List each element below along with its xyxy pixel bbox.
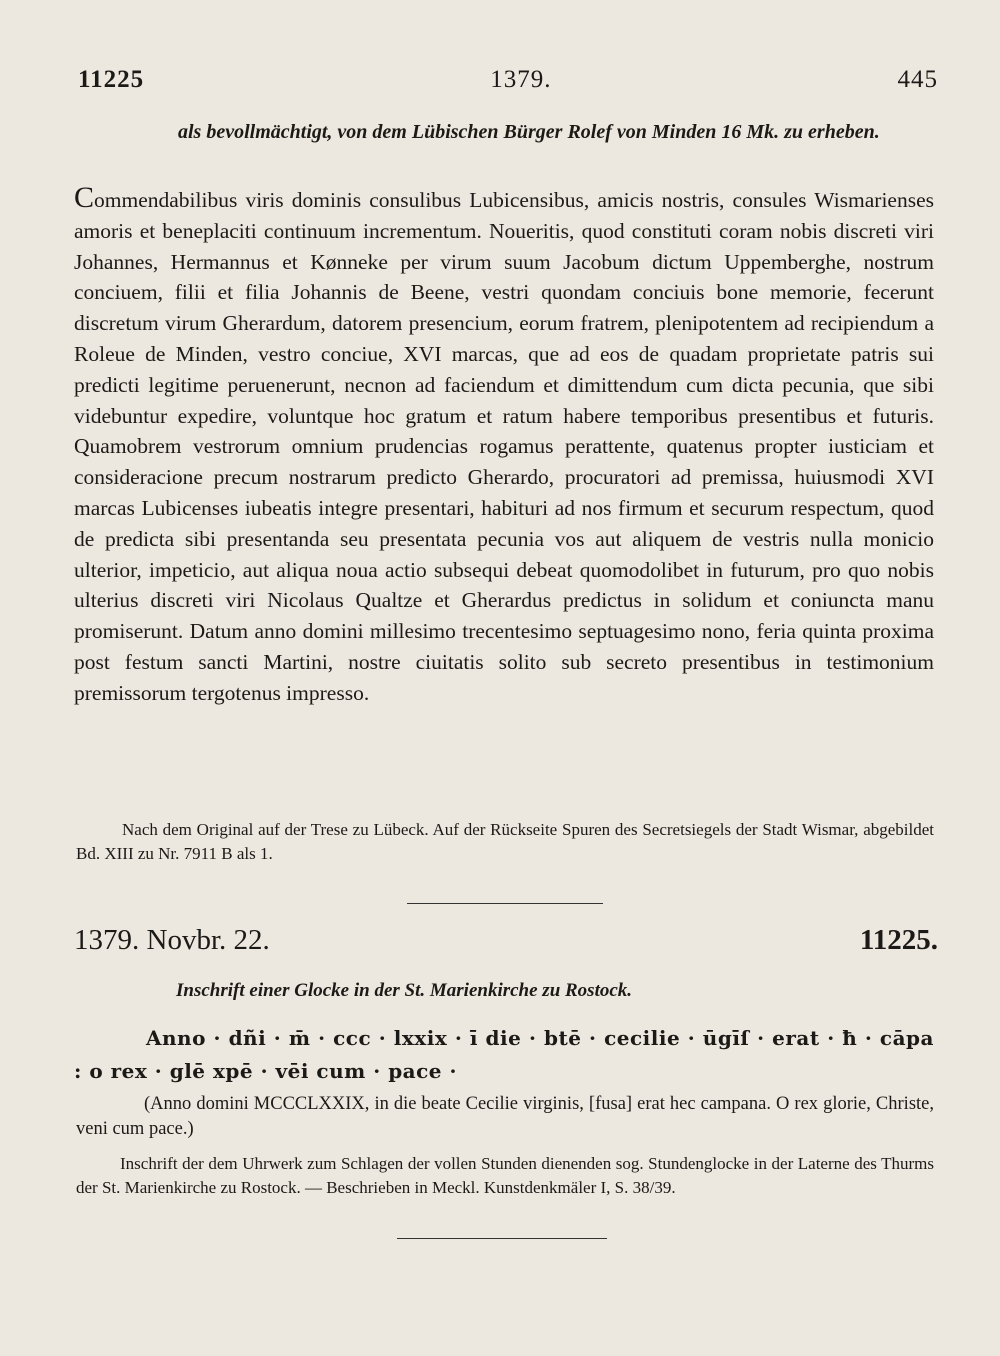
entry-source-note: Inschrift der dem Uhrwerk zum Schlagen der vollen Stunden dienenden sog. Stundenglocke in der Laterne des Thurms der St. Marienkirche zu Rostock. — Beschrieben in Meckl. Kunstdenkmäler I, S. 38/39. bbox=[76, 1154, 934, 1197]
charter-text: ommendabilibus viris dominis consulibus Lubicensibus, amicis nostris, consules Wismarienses amoris et beneplaciti continuum incrementum. Noueritis, quod constituti coram nobis discreti viri Johannes, Hermannus et Kønneke per virum suum Jacobum dictum Uppemberghe, nostrum conciuem, filii et filia Johannis de Beene, vestri quondam conciuis bone memorie, fecerunt discretum virum Gherardum, datorem presencium, eorum fratrem, plenipotentem ad recipiendum a Roleue de Minden, vestro conciue, XVI marcas, que ad eos de quadam proprietate patris sui predicti legitime peruenerunt, necnon ad faciendum et dimittendum cum dicta pecunia, que sibi videbuntur expedire, voluntque hoc gratum et ratum habere temporibus presentibus et futuris. Quamobrem vestrorum omnium prudencias rogamus perattente, quatenus propter iusticiam et consideracione precum nostrarum predicto Gherardo, procuratori ad premissa, huiusmodi XVI marcas Lubicenses iubeatis integre presentari, habituri ad nos firmum et securum respectum, quod de predicta sibi presentanda seu presentata pecunia vos aut aliquem de vestris nulla monicio ulterior, impeticio, aut aliqua noua actio subsequi debeat quomodolibet in futurum, pro quo nobis ulterius discreti viri Nicolaus Qualtze et Gherardus predictus in solidum et coniuncta manu promiserunt. Datum anno domini millesimo trecentesimo septuagesimo nono, feria quinta proxima post festum sancti Martini, nostre ciuitatis solito sub secreto presentibus in testimonium premissorum tergotenus impresso. bbox=[74, 188, 934, 705]
running-header bbox=[78, 66, 938, 94]
entry-date: 1379. Novbr. 22. bbox=[74, 924, 270, 956]
entry-heading bbox=[74, 924, 938, 957]
end-divider bbox=[397, 1238, 607, 1239]
inscription-transcription: (Anno domini MCCCLXXIX, in die beate Cecilie virginis, [fusa] erat hec campana. O rex glorie, Christe, veni cum pace.) bbox=[76, 1094, 934, 1139]
previous-entry-text bbox=[74, 183, 934, 709]
initial-letter: C bbox=[74, 181, 95, 214]
previous-entry-regest: als bevollmächtigt, von dem Lübischen Bürger Rolef von Minden 16 Mk. zu erheben. bbox=[178, 121, 880, 143]
entry-regest: Inschrift einer Glocke in der St. Marienkirche zu Rostock. bbox=[176, 980, 633, 1001]
header-page-number: 445 bbox=[897, 66, 938, 93]
bell-inscription: Anno · dñi · m̄ · ccc · lxxix · ī die · btē · cecilie · ūgīſ · erat · ħ · cāpa : o rex · glē xpē · vēi cum · pace · bbox=[74, 1026, 934, 1083]
previous-entry-source-note: Nach dem Original auf der Trese zu Lübeck. Auf der Rückseite Spuren des Secretsiegels der Stadt Wismar, abgebildet Bd. XIII zu Nr. 7911 B als 1. bbox=[76, 820, 934, 863]
entry-number: 11225. bbox=[859, 924, 938, 956]
header-year: 1379. bbox=[490, 66, 552, 93]
section-divider bbox=[407, 903, 603, 904]
header-entry-number: 11225 bbox=[78, 66, 145, 93]
